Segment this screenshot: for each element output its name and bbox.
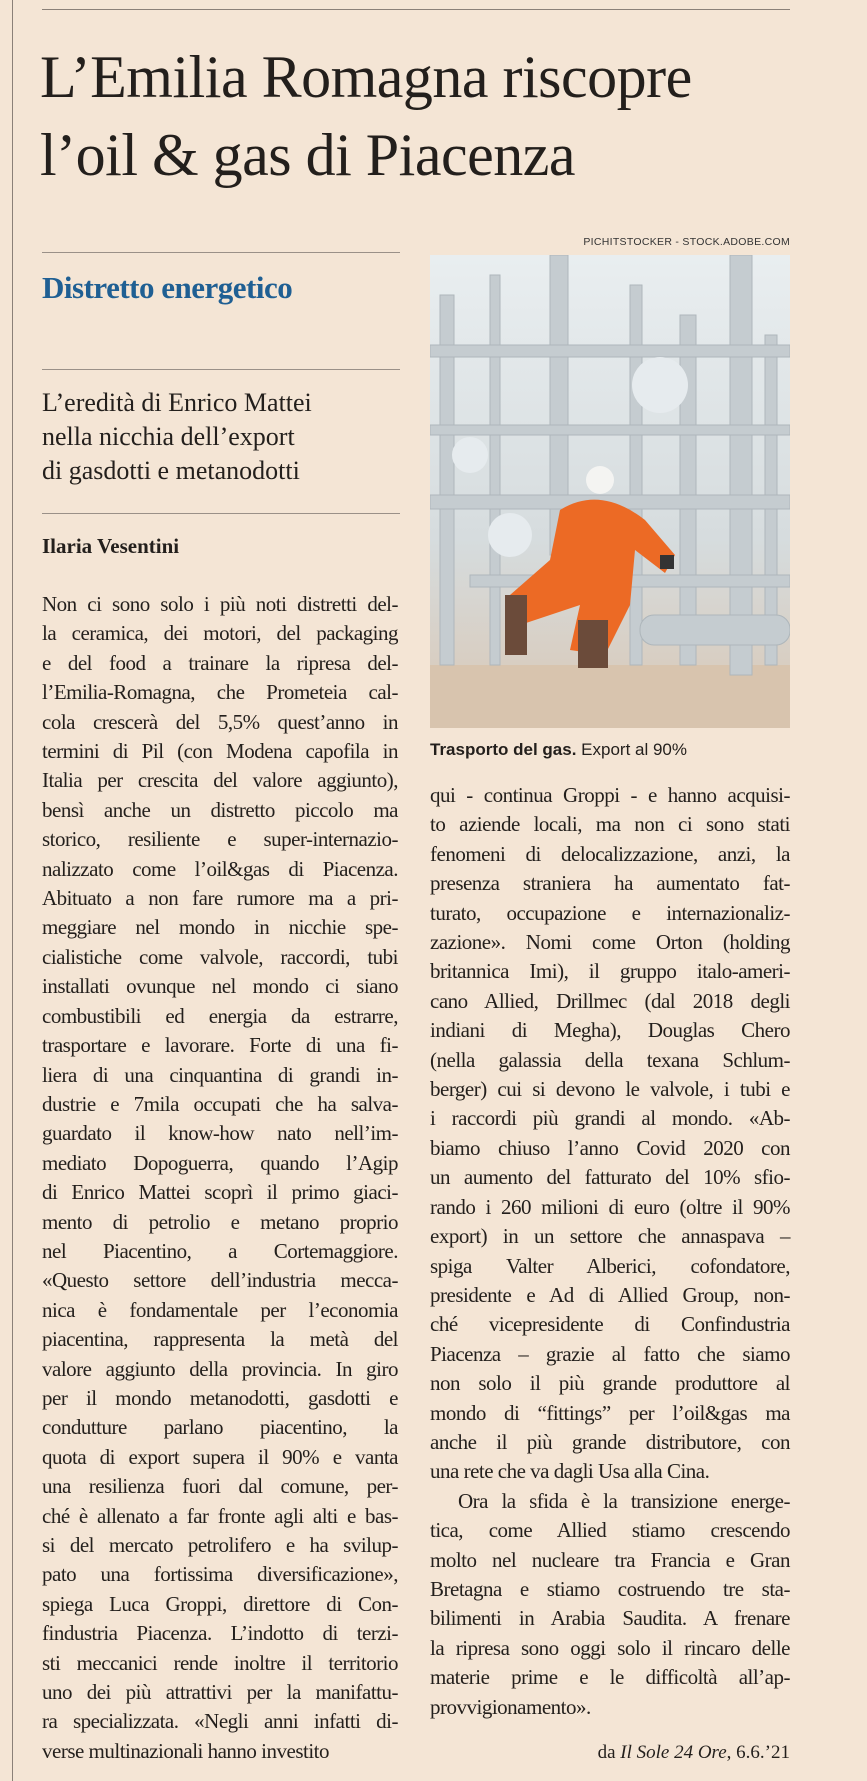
body-line: la ripresa sono oggi solo il rincaro delle <box>430 1635 790 1660</box>
body-line: piacentina, rappresenta la metà del <box>42 1327 398 1352</box>
body-line: bilimenti in Arabia Saudita. A frenare <box>430 1606 790 1631</box>
body-line: valore aggiunto della provincia. In giro <box>42 1356 398 1381</box>
subheadline <box>42 386 312 488</box>
body-line: Abituato a non fare rumore ma a pri- <box>42 886 398 911</box>
body-line: sti meccanici rende inoltre il territorio <box>42 1650 398 1675</box>
body-line: una rete che va dagli Usa alla Cina. <box>430 1459 710 1484</box>
subheadline-line: nella nicchia dell’export <box>42 422 295 451</box>
photo-credit: PICHITSTOCKER - STOCK.ADOBE.COM <box>583 236 790 248</box>
body-line: turato, occupazione e internazionaliz- <box>430 900 790 925</box>
body-line: mondo di “fittings” per l’oil&gas ma <box>430 1400 790 1425</box>
body-line: ché è allenato a far fronte agli alti e bas- <box>42 1503 398 1528</box>
body-line: installati ovunque nel mondo ci siano <box>42 974 398 999</box>
body-line: i raccordi più grandi al mondo. «Ab- <box>430 1106 790 1131</box>
body-line: nica è fondamentale per l’economia <box>42 1297 398 1322</box>
source-paper: Il Sole 24 Ore <box>620 1742 727 1763</box>
divider <box>42 252 400 253</box>
headline-line: L’Emilia Romagna riscopre <box>40 44 692 110</box>
divider <box>42 369 400 370</box>
body-line: materie prime e le difficoltà all’ap- <box>430 1665 790 1690</box>
top-rule <box>42 9 790 10</box>
byline: Ilaria Vesentini <box>42 534 180 558</box>
body-line: liera di una cinquantina di grandi in- <box>42 1062 398 1087</box>
body-column-right <box>430 781 790 1722</box>
body-line: fenomeni di delocalizzazione, anzi, la <box>430 841 790 866</box>
body-column-left <box>42 590 398 1766</box>
body-line: guardato il know-how nato nell’im- <box>42 1121 398 1146</box>
body-line: un aumento del fatturato del 10% sfio- <box>430 1165 790 1190</box>
body-line: ché vicepresidente di Confindustria <box>430 1312 790 1337</box>
caption-title: Trasporto del gas. <box>430 740 577 759</box>
industrial-plant-image <box>430 255 790 728</box>
body-line: e del food a trainare la ripresa del- <box>42 650 398 675</box>
body-line: molto nel nucleare tra Francia e Gran <box>430 1547 790 1572</box>
margin-rule <box>12 0 13 1781</box>
body-line: meggiare nel mondo in nicchie spe- <box>42 915 398 940</box>
body-line: Ora la sfida è la transizione energe- <box>458 1488 790 1513</box>
body-line: presenza straniera ha aumentato fat- <box>430 871 790 896</box>
body-line: mediato Dopoguerra, quando l’Agip <box>42 1150 398 1175</box>
body-line: non solo il più grande produttore al <box>430 1371 790 1396</box>
body-line: Non ci sono solo i più noti distretti del- <box>42 592 398 616</box>
headline-line: l’oil & gas di Piacenza <box>40 122 576 188</box>
photo-gas-plant <box>430 255 790 728</box>
body-line: qui - continua Groppi - e hanno acquisi- <box>430 783 790 807</box>
body-line: cano Allied, Drillmec (dal 2018 degli <box>430 988 790 1013</box>
body-line: biamo chiuso l’anno Covid 2020 con <box>430 1135 790 1160</box>
body-line: per il mondo metanodotti, gasdotti e <box>42 1385 398 1410</box>
body-line: export) in un settore che annaspava – <box>430 1224 790 1249</box>
body-line: pato una fortissima diversificazione», <box>42 1562 398 1587</box>
body-line: (nella galassia della texana Schlum- <box>430 1047 790 1072</box>
body-line: findustria Piacenza. L’indotto di terzi- <box>42 1621 398 1646</box>
body-line: rando i 260 milioni di euro (oltre il 90% <box>430 1194 790 1219</box>
caption-text: Export al 90% <box>581 740 688 759</box>
body-line: to aziende locali, ma non ci sono stati <box>430 812 790 837</box>
body-line: uno dei più attrattivi per la manifattu- <box>42 1680 398 1705</box>
body-line: Piacenza – grazie al fatto che siamo <box>430 1341 790 1366</box>
subheadline-line: di gasdotti e metanodotti <box>42 456 300 485</box>
source-date: , 6.6.’21 <box>726 1742 790 1763</box>
body-line: di Enrico Mattei scoprì il primo giaci- <box>42 1180 398 1205</box>
body-line: spiga Valter Alberici, cofondatore, <box>430 1253 790 1278</box>
body-line: termini di Pil (con Modena capofila in <box>42 739 398 764</box>
source-citation <box>598 1742 790 1764</box>
body-line: berger) cui si devono le valvole, i tubi e <box>430 1077 790 1102</box>
body-line: Bretagna e stiamo costruendo tre sta- <box>430 1576 790 1601</box>
body-line: trasportare e lavorare. Forte di una fi- <box>42 1033 398 1058</box>
body-line: cola crescerà del 5,5% quest’anno in <box>42 709 398 734</box>
body-line: presidente e Ad di Allied Group, non- <box>430 1282 790 1307</box>
body-line: storico, resiliente e super-internazio- <box>42 827 398 852</box>
body-line: verse multinazionali hanno investito <box>42 1738 330 1763</box>
body-line: dustrie e 7mila occupati che ha salva- <box>42 1091 398 1116</box>
photo-caption <box>430 740 687 760</box>
body-line: indiani di Megha), Douglas Chero <box>430 1018 790 1043</box>
body-line: anche il più grande distributore, con <box>430 1429 790 1454</box>
body-line: mento di petrolio e metano proprio <box>42 1209 398 1234</box>
body-line: bensì anche un distretto piccolo ma <box>42 797 398 822</box>
body-line: si del mercato petrolifero e ha svilup- <box>42 1533 398 1557</box>
body-line: cialistiche come valvole, raccordi, tubi <box>42 944 398 969</box>
body-line: «Questo settore dell’industria mecca- <box>42 1268 398 1293</box>
body-line: ra specializzata. «Negli anni infatti di- <box>42 1709 398 1734</box>
divider <box>42 513 400 514</box>
body-line: la ceramica, dei motori, del packaging <box>42 621 398 646</box>
source-prefix: da <box>597 1742 616 1763</box>
body-line: nel Piacentino, a Cortemaggiore. <box>42 1238 398 1263</box>
body-line: quota di export supera il 90% e vanta <box>42 1444 398 1469</box>
body-line: una resilienza fuori dal comune, per- <box>42 1474 398 1499</box>
body-line: combustibili ed energia da estrarre, <box>42 1003 398 1028</box>
body-line: condutture parlano piacentino, la <box>42 1415 398 1440</box>
body-line: zazione». Nomi come Orton (holding <box>430 930 790 955</box>
body-line: tica, come Allied stiamo crescendo <box>430 1518 790 1543</box>
subheadline-line: L’eredità di Enrico Mattei <box>42 388 312 417</box>
headline <box>40 38 820 194</box>
body-line: l’Emilia-Romagna, che Prometeia cal- <box>42 680 398 705</box>
body-line: nalizzato come l’oil&gas di Piacenza. <box>42 856 398 881</box>
body-line: spiega Luca Groppi, direttore di Con- <box>42 1591 398 1616</box>
body-line: provvigionamento». <box>430 1694 591 1719</box>
section-kicker: Distretto energetico <box>42 270 293 305</box>
body-line: Italia per crescita del valore aggiunto), <box>42 768 398 793</box>
body-line: britannica Imi), il gruppo italo-ameri- <box>430 959 790 984</box>
